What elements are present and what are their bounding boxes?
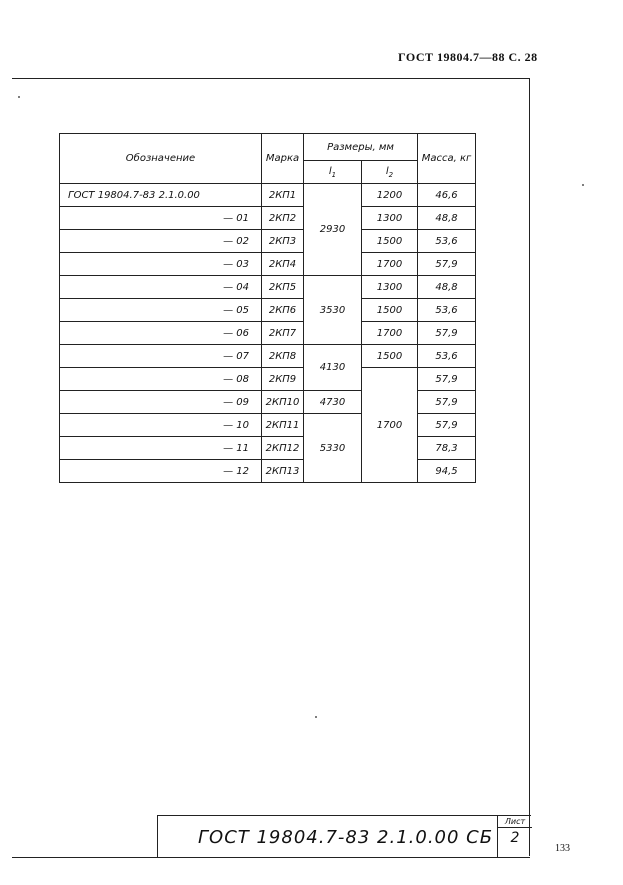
- l1-cell: 5330: [304, 414, 362, 483]
- title-block: [157, 815, 531, 858]
- l2-cell: 1500: [362, 345, 418, 368]
- table-row: [60, 253, 476, 276]
- l2-cell: 1300: [362, 207, 418, 230]
- l2-cell: 1700: [362, 322, 418, 345]
- mass-cell: 57,9: [418, 368, 476, 391]
- designation-cell: — 06: [60, 322, 262, 345]
- header-mass: Масса, кг: [418, 134, 476, 184]
- mark-cell: 2КП11: [262, 414, 304, 437]
- designation-cell: — 12: [60, 460, 262, 483]
- mark-cell: 2КП2: [262, 207, 304, 230]
- header-mark: Марка: [262, 134, 304, 184]
- designation-cell: ГОСТ 19804.7-83 2.1.0.00: [60, 184, 262, 207]
- l2-merged-cell: 1700: [362, 368, 418, 483]
- designation-cell: — 05: [60, 299, 262, 322]
- l2-cell: 1700: [362, 253, 418, 276]
- mass-cell: 53,6: [418, 345, 476, 368]
- mark-cell: 2КП7: [262, 322, 304, 345]
- designation-cell: — 02: [60, 230, 262, 253]
- l2-cell: 1500: [362, 299, 418, 322]
- frame-top-border: [12, 78, 530, 79]
- l2-cell: 1300: [362, 276, 418, 299]
- mass-cell: 57,9: [418, 414, 476, 437]
- l2-cell: 1500: [362, 230, 418, 253]
- table-row: [60, 368, 476, 391]
- l1-cell: 2930: [304, 184, 362, 276]
- designation-cell: — 11: [60, 437, 262, 460]
- l2-cell: 1200: [362, 184, 418, 207]
- designation-cell: — 07: [60, 345, 262, 368]
- header-l2: $l_2$: [362, 161, 418, 184]
- document-code: ГОСТ 19804.7-83 2.1.0.00 СБ: [198, 827, 494, 848]
- header-dimensions: Размеры, мм: [304, 134, 418, 161]
- designation-cell: — 08: [60, 368, 262, 391]
- table-row: [60, 184, 476, 207]
- l1-cell: 4130: [304, 345, 362, 391]
- mass-cell: 57,9: [418, 322, 476, 345]
- mark-cell: 2КП12: [262, 437, 304, 460]
- mass-cell: 53,6: [418, 299, 476, 322]
- table-row: [60, 230, 476, 253]
- designation-cell: — 04: [60, 276, 262, 299]
- mass-cell: 53,6: [418, 230, 476, 253]
- designation-cell: — 09: [60, 391, 262, 414]
- frame-right-border: [529, 78, 530, 856]
- mass-cell: 57,9: [418, 391, 476, 414]
- sheet-box: [497, 816, 532, 858]
- mark-cell: 2КП9: [262, 368, 304, 391]
- mass-cell: 78,3: [418, 437, 476, 460]
- mass-cell: 48,8: [418, 276, 476, 299]
- mass-cell: 57,9: [418, 253, 476, 276]
- page-number: 133: [555, 843, 570, 854]
- designation-cell: — 01: [60, 207, 262, 230]
- table-row: [60, 322, 476, 345]
- designation-cell: — 10: [60, 414, 262, 437]
- mark-cell: 2КП3: [262, 230, 304, 253]
- scan-speck: [18, 96, 20, 98]
- sheet-label: Лист: [498, 816, 532, 828]
- designation-cell: — 03: [60, 253, 262, 276]
- mass-cell: 46,6: [418, 184, 476, 207]
- mass-cell: 48,8: [418, 207, 476, 230]
- header-l1: $l_1$: [304, 161, 362, 184]
- mark-cell: 2КП13: [262, 460, 304, 483]
- mark-cell: 2КП10: [262, 391, 304, 414]
- mark-cell: 2КП8: [262, 345, 304, 368]
- specification-table: [59, 133, 476, 483]
- table-row: [60, 345, 476, 368]
- l1-cell: 4730: [304, 391, 362, 414]
- page-header: ГОСТ 19804.7—88 С. 28: [398, 50, 538, 64]
- table-row: [60, 207, 476, 230]
- scan-speck: [315, 716, 317, 718]
- mark-cell: 2КП4: [262, 253, 304, 276]
- l1-cell: 3530: [304, 276, 362, 345]
- scan-speck: [582, 184, 584, 186]
- mark-cell: 2КП5: [262, 276, 304, 299]
- mark-cell: 2КП1: [262, 184, 304, 207]
- table-row: [60, 276, 476, 299]
- sheet-number: 2: [510, 830, 520, 846]
- header-designation: Обозначение: [60, 134, 262, 184]
- mark-cell: 2КП6: [262, 299, 304, 322]
- mass-cell: 94,5: [418, 460, 476, 483]
- table-row: [60, 299, 476, 322]
